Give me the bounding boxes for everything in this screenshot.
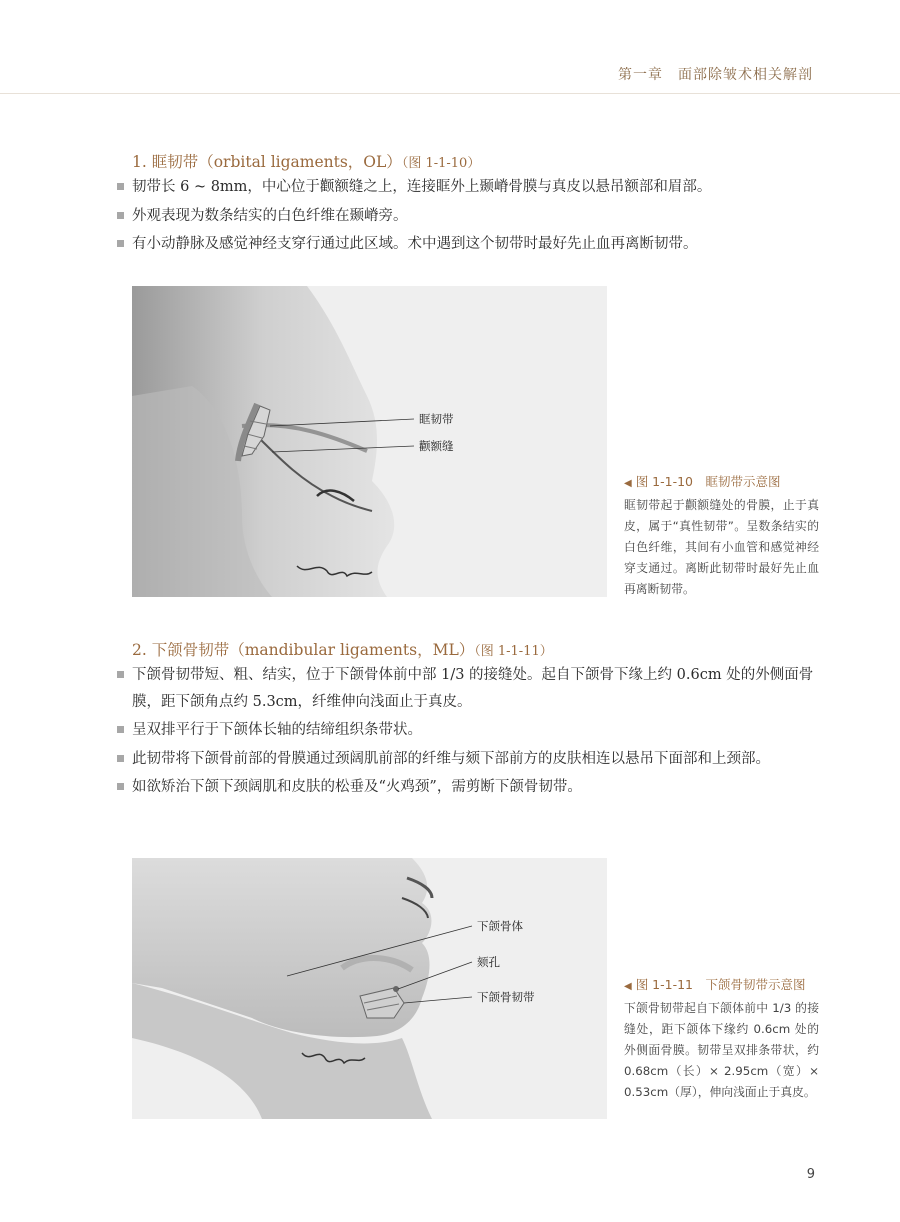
caption-title: 图 1-1-10 眶韧带示意图 (635, 474, 781, 489)
figure-mandibular-ligament (132, 858, 607, 1119)
bullet-square-icon (117, 240, 124, 247)
orbital-ligament-illustration (132, 286, 607, 597)
section-title-mandibular (132, 638, 553, 660)
bullet-square-icon (117, 755, 124, 762)
section-title-orbital (132, 150, 480, 172)
label-mandible-body: 下颌骨体 (477, 919, 523, 933)
chapter-header: 第一章 面部除皱术相关解剖 (618, 67, 813, 83)
triangle-left-icon: ◀ (624, 981, 632, 992)
bullet-square-icon (117, 183, 124, 190)
label-mandibular-ligament: 下颌骨韧带 (477, 990, 535, 1004)
page-number: 9 (806, 1167, 815, 1182)
triangle-left-icon: ◀ (624, 478, 632, 489)
caption-body: 下颌骨韧带起自下颌体前中 1/3 的接缝处，距下颌体下缘约 0.6cm 处的外侧面骨膜。韧带呈双排条带状，约 0.68cm（长）× 2.95cm（宽）× 0.53cm（厚），伸向浅面止于真皮。 (624, 1001, 819, 1099)
list-item: 此韧带将下颌骨前部的骨膜通过颈阔肌前部的纤维与颏下部前方的皮肤相连以悬吊下面部和上颈部。 (117, 746, 817, 773)
list-item: 韧带长 6 ~ 8mm，中心位于颧额缝之上，连接眶外上颞嵴骨膜与真皮以悬吊额部和眉部。 (117, 174, 817, 201)
list-item: 呈双排平行于下颌体长轴的结缔组织条带状。 (117, 717, 817, 744)
caption-figure-1-1-10 (624, 472, 819, 600)
figure-reference: （图 1-1-10） (401, 156, 481, 171)
mandibular-ligament-illustration (132, 858, 607, 1119)
bullet-list-orbital (117, 174, 817, 260)
section-title-text: 1. 眶韧带（orbital ligaments，OL） (132, 153, 402, 171)
caption-title: 图 1-1-11 下颌骨韧带示意图 (635, 977, 806, 992)
header-divider (0, 93, 900, 94)
caption-body: 眶韧带起于颧额缝处的骨膜，止于真皮，属于“真性韧带”。呈数条结实的白色纤维，其间有小血管和感觉神经穿支通过。离断此韧带时最好先止血再离断韧带。 (624, 498, 819, 596)
bullet-square-icon (117, 783, 124, 790)
label-orbital-ligament: 眶韧带 (419, 412, 454, 426)
bullet-square-icon (117, 726, 124, 733)
bullet-square-icon (117, 212, 124, 219)
figure-orbital-ligament (132, 286, 607, 597)
caption-figure-1-1-11 (624, 975, 819, 1103)
figure-reference: （图 1-1-11） (474, 644, 553, 659)
bullet-square-icon (117, 671, 124, 678)
list-item: 如欲矫治下颌下颈阔肌和皮肤的松垂及“火鸡颈”，需剪断下颌骨韧带。 (117, 774, 817, 801)
list-item: 有小动静脉及感觉神经支穿行通过此区域。术中遇到这个韧带时最好先止血再离断韧带。 (117, 231, 817, 258)
section-title-text: 2. 下颌骨韧带（mandibular ligaments，ML） (132, 641, 475, 659)
bullet-list-mandibular (117, 662, 817, 803)
list-item: 外观表现为数条结实的白色纤维在颞嵴旁。 (117, 203, 817, 230)
list-item: 下颌骨韧带短、粗、结实，位于下颌骨体前中部 1/3 的接缝处。起自下颌骨下缘上约 0.6cm 处的外侧面骨膜，距下颌角点约 5.3cm，纤维伸向浅面止于真皮。 (117, 662, 817, 715)
label-zygomaticofrontal-suture: 颧额缝 (419, 439, 454, 453)
label-mental-foramen: 颏孔 (477, 955, 500, 969)
